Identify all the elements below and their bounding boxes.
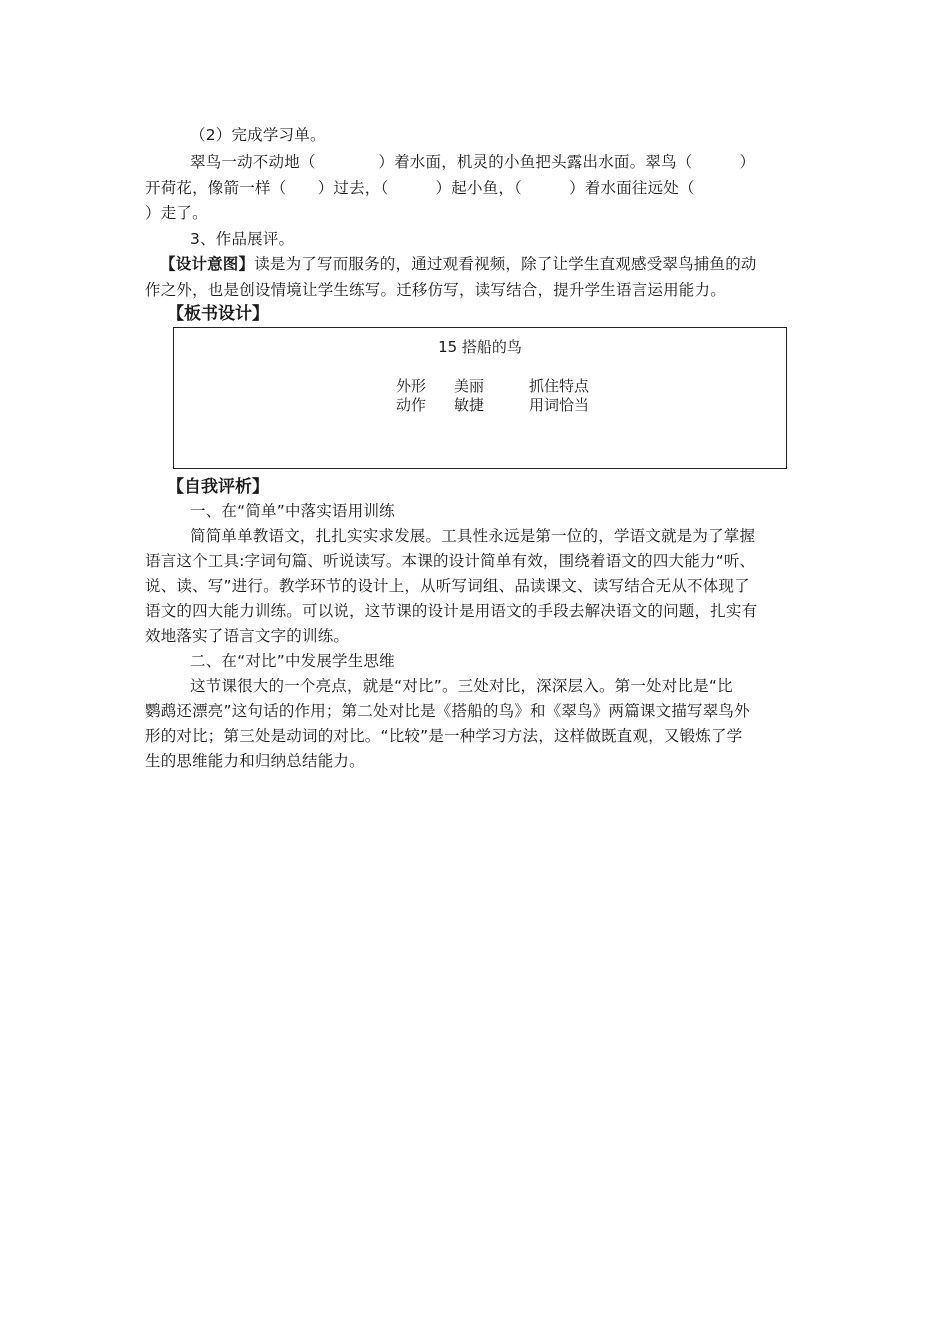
- point-1-line-1: 简简单单教语文，扎扎实实求发展。工具性永远是第一位的，学语文就是为了掌握: [190, 527, 756, 545]
- design-intent-line-2: 作之外，也是创设情境让学生练写。迁移仿写，读写结合，提升学生语言运用能力。: [145, 281, 726, 299]
- point-1-line-5: 效地落实了语言文字的训练。: [145, 627, 350, 645]
- point-2-line-3: 形的对比；第三处是动词的对比。“比较”是一种学习方法，这样做既直观，又锻炼了学: [145, 727, 743, 745]
- board-cell-r1c1: 外形: [396, 377, 427, 395]
- board-design-heading: 【板书设计】: [167, 304, 269, 324]
- point-1-line-2: 语言这个工具:字词句篇、听说读写。本课的设计简单有效，围绕着语文的四大能力“听、: [145, 552, 756, 570]
- step-3-text: 3、作品展评。: [190, 230, 295, 248]
- board-cell-r2c1: 动作: [396, 396, 427, 414]
- point-2-line-2: 鹦鹉还漂亮”这句话的作用；第二处对比是《搭船的鸟》和《翠鸟》两篇课文描写翠鸟外: [145, 702, 750, 720]
- design-intent-line-1: [160, 253, 825, 276]
- self-analysis-heading: 【自我评析】: [167, 477, 269, 497]
- board-design-box: [173, 327, 787, 469]
- board-cell-r2c3: 用词恰当: [529, 396, 590, 414]
- task-label: （2）完成学习单。: [190, 126, 326, 144]
- fill-blank-line-3: ）走了。: [145, 204, 208, 222]
- fill-blank-line-1: 翠鸟一动不动地（ ）着水面，机灵的小鱼把头露出水面。翠鸟（ ）: [190, 153, 756, 171]
- point-1-line-3: 说、读、写”进行。教学环节的设计上，从听写词组、品读课文、读写结合无从不体现了: [145, 577, 750, 595]
- point-2-line-1: 这节课很大的一个亮点，就是“对比”。三处对比，深深层入。第一处对比是“比: [190, 677, 733, 695]
- point-1-line-4: 语文的四大能力训练。可以说，这节课的设计是用语文的手段去解决语文的问题，扎实有: [145, 602, 758, 620]
- design-intent-label: 【设计意图】: [160, 255, 255, 273]
- board-cell-r1c2: 美丽: [454, 377, 485, 395]
- design-intent-text: 读是为了写而服务的，通过观看视频，除了让学生直观感受翠鸟捕鱼的动: [254, 255, 757, 273]
- point-2-title: 二、在“对比”中发展学生思维: [190, 652, 395, 670]
- point-1-title: 一、在“简单”中落实语用训练: [190, 502, 395, 520]
- board-cell-r2c2: 敏捷: [454, 396, 485, 414]
- board-title: 15 搭船的鸟: [438, 338, 522, 356]
- fill-blank-line-2: 开荷花，像箭一样（ ）过去，（ ）起小鱼，（ ）着水面往远处（: [145, 179, 695, 197]
- board-cell-r1c3: 抓住特点: [529, 377, 590, 395]
- point-2-line-4: 生的思维能力和归纳总结能力。: [145, 752, 365, 770]
